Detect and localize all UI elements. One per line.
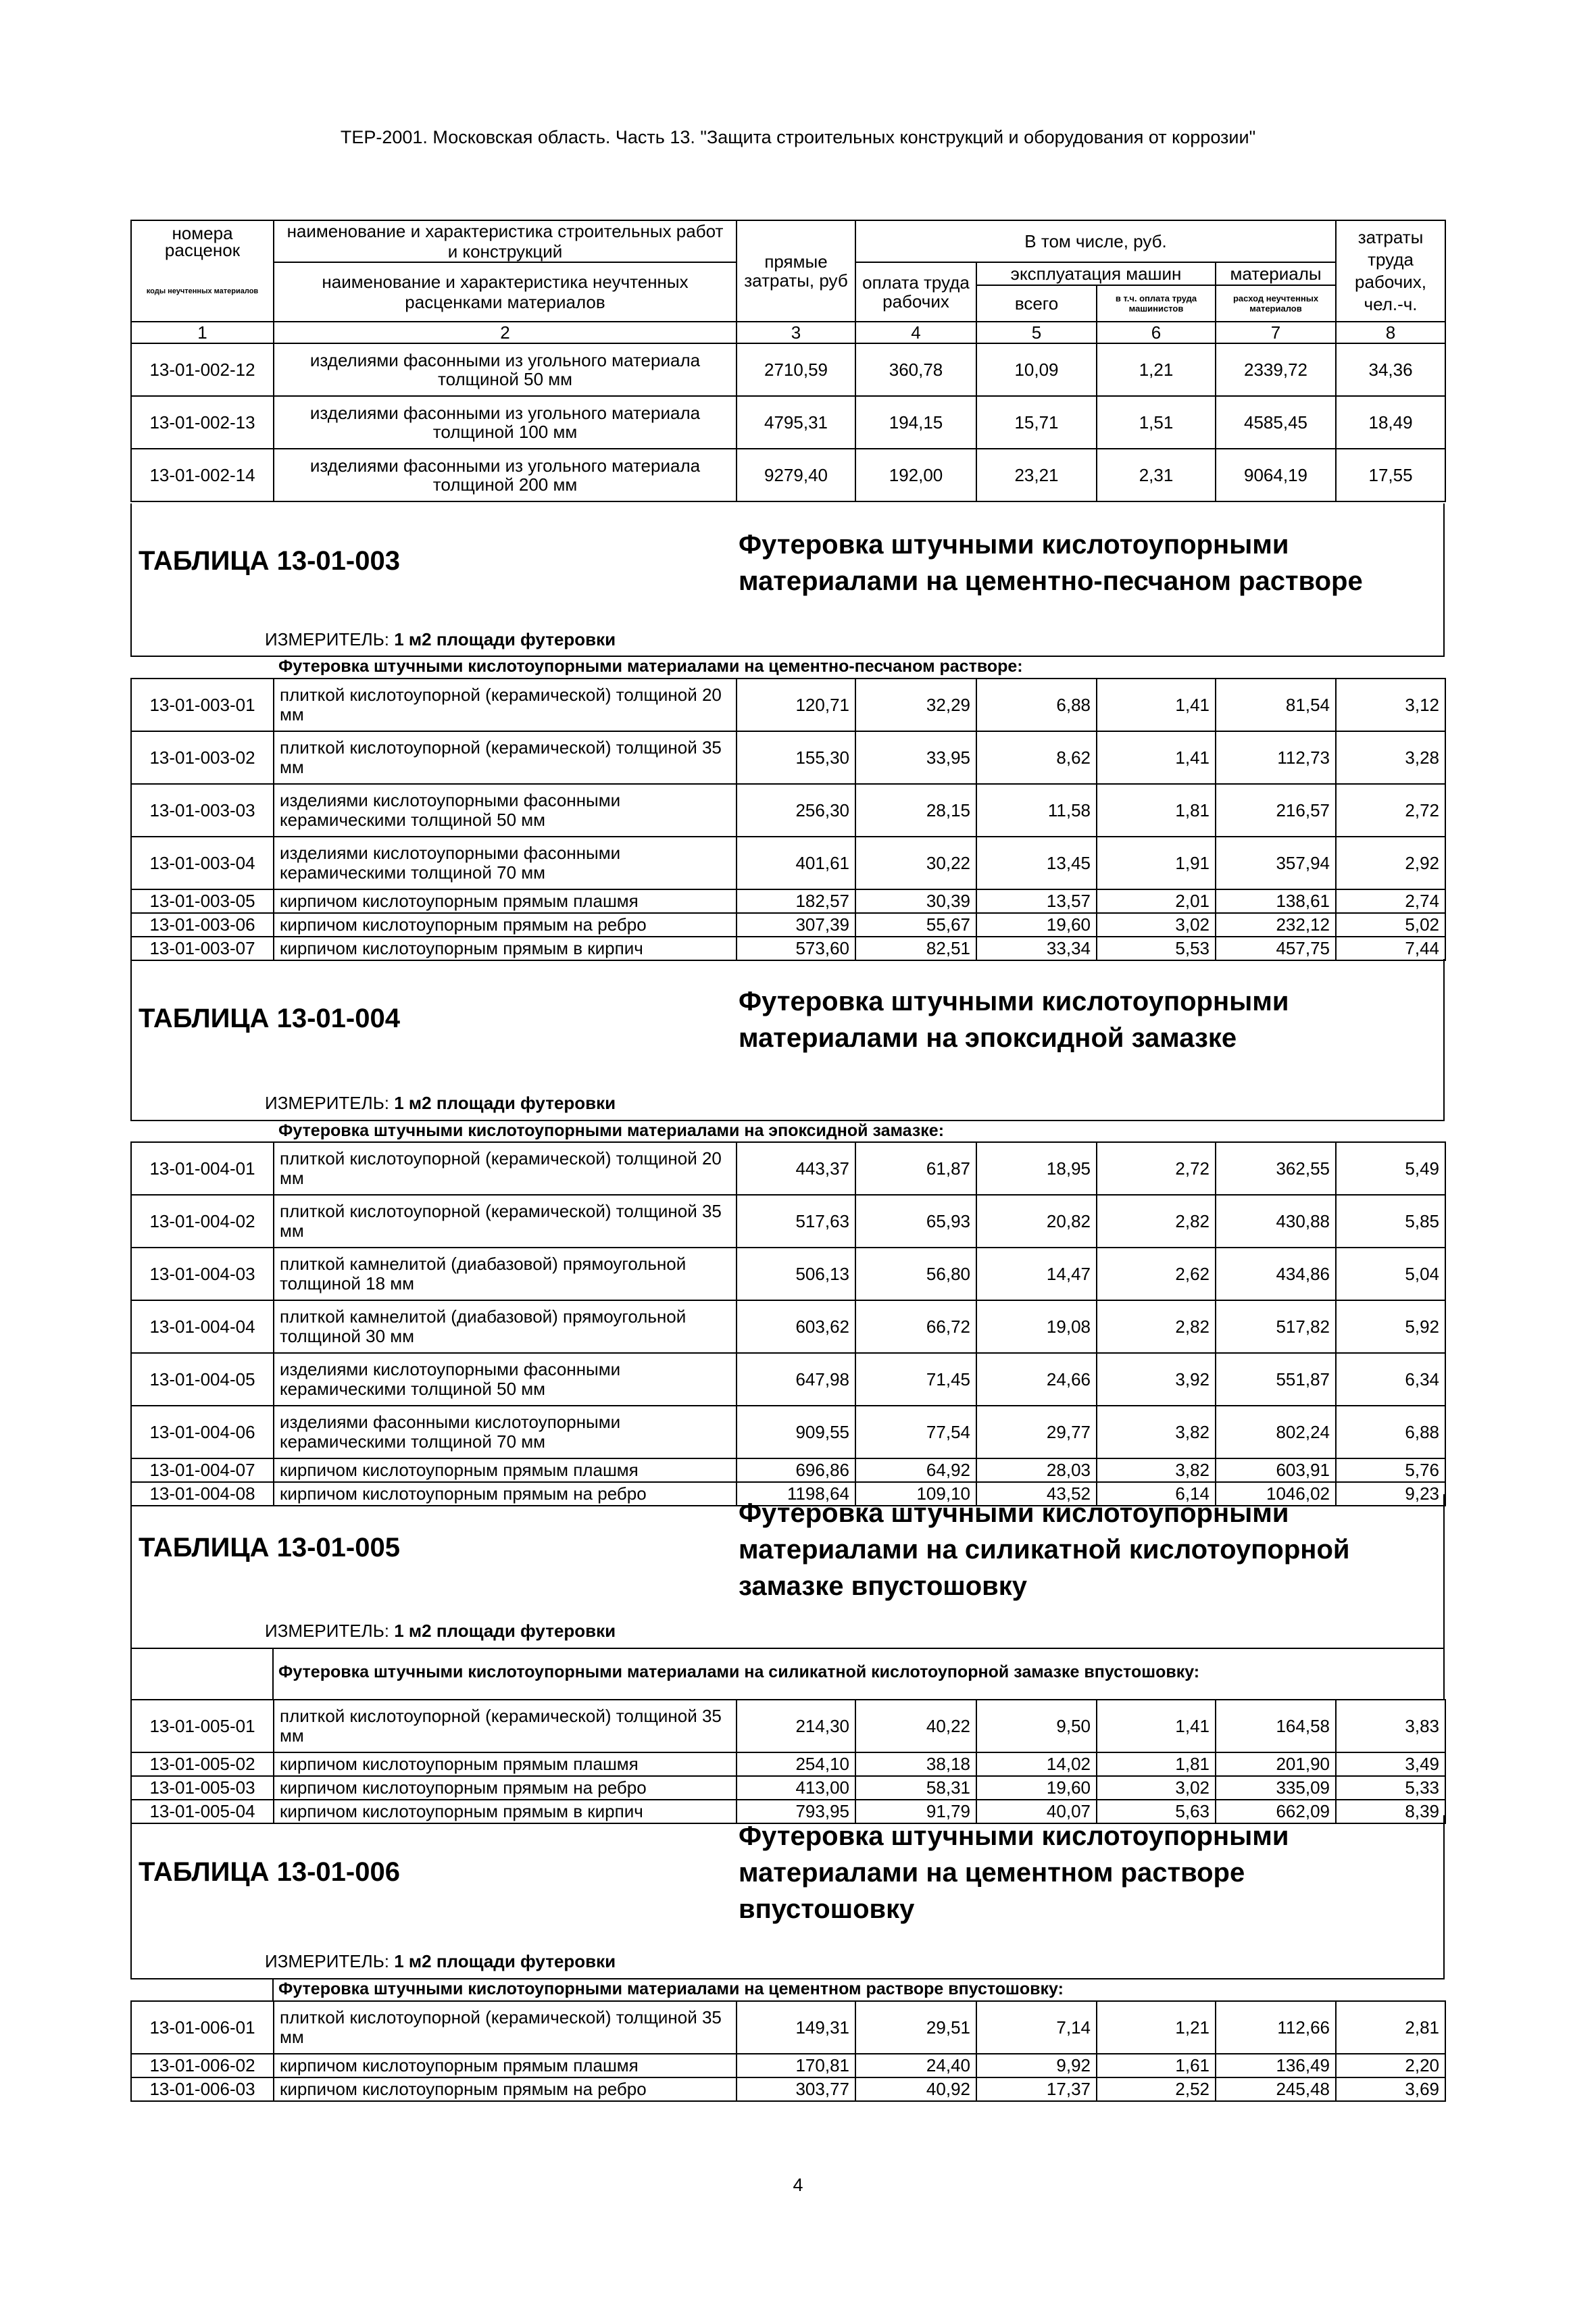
direct-cost: 254,10 [737, 1752, 855, 1776]
labor-hours: 2,72 [1336, 784, 1445, 837]
rate-code: 13-01-002-12 [131, 343, 274, 396]
measure-line: ИЗМЕРИТЕЛЬ: 1 м2 площади футеровки [265, 1093, 616, 1113]
table-row [131, 889, 1445, 913]
direct-cost: 1198,64 [737, 1482, 855, 1506]
direct-cost: 120,71 [737, 679, 855, 731]
col-labor-pay: оплата труда рабочих [855, 262, 976, 322]
labor-pay: 61,87 [855, 1142, 976, 1195]
labor-hours: 18,49 [1336, 396, 1445, 449]
group-heading: Футеровка штучными кислотоупорными материалами на силикатной кислотоупорной замазке впустошовку: [278, 1663, 1200, 1681]
col-index: 1 [131, 322, 274, 343]
rate-code: 13-01-004-08 [131, 1482, 274, 1506]
labor-hours: 5,33 [1336, 1776, 1445, 1800]
labor-hours: 7,44 [1336, 937, 1445, 960]
direct-cost: 413,00 [737, 1776, 855, 1800]
col-machines-total: всего [976, 285, 1097, 322]
col-index: 3 [737, 322, 855, 343]
table-row [131, 837, 1445, 889]
table-row [131, 731, 1445, 784]
direct-cost: 307,39 [737, 913, 855, 937]
rate-description: кирпичом кислотоупорным прямым на ребро [274, 913, 737, 937]
machines-total: 9,50 [976, 1700, 1097, 1752]
labor-pay: 32,29 [855, 679, 976, 731]
materials-cost: 112,73 [1216, 731, 1336, 784]
table-row [131, 1752, 1445, 1776]
table-caption: Футеровка штучными кислотоупорными материалами на цементном растворе впустошовку [739, 1821, 1289, 1924]
machines-total: 13,57 [976, 889, 1097, 913]
labor-hours: 5,04 [1336, 1248, 1445, 1300]
materials-cost: 603,91 [1216, 1458, 1336, 1482]
rate-description: изделиями фасонными из угольного материала толщиной 200 мм [274, 449, 737, 501]
page-number: 4 [793, 2175, 803, 2195]
machinist-pay: 2,62 [1097, 1248, 1216, 1300]
labor-hours: 5,92 [1336, 1300, 1445, 1353]
col-code-top: номера расценок [131, 220, 274, 262]
rate-description: изделиями кислотоупорными фасонными керамическими толщиной 50 мм [274, 1353, 737, 1406]
table-row [131, 1406, 1445, 1458]
machinist-pay: 5,63 [1097, 1800, 1216, 1823]
table-row [131, 1700, 1445, 1752]
machines-total: 19,08 [976, 1300, 1097, 1353]
labor-hours: 17,55 [1336, 449, 1445, 501]
machines-total: 43,52 [976, 1482, 1097, 1506]
table-row [131, 1776, 1445, 1800]
direct-cost: 793,95 [737, 1800, 855, 1823]
labor-pay: 29,51 [855, 2001, 976, 2054]
divider [130, 1648, 1445, 1649]
labor-hours: 3,83 [1336, 1700, 1445, 1752]
materials-cost: 1046,02 [1216, 1482, 1336, 1506]
materials-cost: 662,09 [1216, 1800, 1336, 1823]
rate-description: плиткой кислотоупорной (керамической) толщиной 35 мм [274, 731, 737, 784]
direct-cost: 647,98 [737, 1353, 855, 1406]
col-index: 8 [1336, 322, 1445, 343]
labor-hours: 3,12 [1336, 679, 1445, 731]
materials-cost: 164,58 [1216, 1700, 1336, 1752]
rate-code: 13-01-004-03 [131, 1248, 274, 1300]
direct-cost: 256,30 [737, 784, 855, 837]
rate-code: 13-01-005-02 [131, 1752, 274, 1776]
table-row [131, 449, 1445, 501]
machines-total: 7,14 [976, 2001, 1097, 2054]
divider [272, 1978, 274, 2001]
rate-code: 13-01-003-01 [131, 679, 274, 731]
table-row [131, 396, 1445, 449]
labor-hours: 5,85 [1336, 1195, 1445, 1248]
direct-cost: 214,30 [737, 1700, 855, 1752]
machinist-pay: 1,21 [1097, 2001, 1216, 2054]
materials-cost: 9064,19 [1216, 449, 1336, 501]
table-caption: Футеровка штучными кислотоупорными материалами на эпоксидной замазке [739, 987, 1289, 1053]
labor-pay: 56,80 [855, 1248, 976, 1300]
machinist-pay: 2,31 [1097, 449, 1216, 501]
rate-code: 13-01-004-05 [131, 1353, 274, 1406]
labor-pay: 192,00 [855, 449, 976, 501]
materials-cost: 201,90 [1216, 1752, 1336, 1776]
table-row [131, 2001, 1445, 2054]
rate-description: изделиями кислотоупорными фасонными керамическими толщиной 50 мм [274, 784, 737, 837]
machines-total: 29,77 [976, 1406, 1097, 1458]
table-row [131, 1248, 1445, 1300]
machinist-pay: 1,61 [1097, 2054, 1216, 2077]
materials-cost: 517,82 [1216, 1300, 1336, 1353]
machines-total: 19,60 [976, 1776, 1097, 1800]
table-title: ТАБЛИЦА 13-01-003 [139, 546, 400, 576]
labor-pay: 38,18 [855, 1752, 976, 1776]
labor-hours: 6,34 [1336, 1353, 1445, 1406]
table-row [131, 1300, 1445, 1353]
labor-pay: 40,22 [855, 1700, 976, 1752]
rate-description: кирпичом кислотоупорным прямым плашмя [274, 2054, 737, 2077]
materials-cost: 362,55 [1216, 1142, 1336, 1195]
materials-cost: 802,24 [1216, 1406, 1336, 1458]
rate-code: 13-01-003-05 [131, 889, 274, 913]
rate-table [130, 678, 1446, 961]
rate-description: плиткой кислотоупорной (керамической) толщиной 35 мм [274, 1195, 737, 1248]
measure-line: ИЗМЕРИТЕЛЬ: 1 м2 площади футеровки [265, 629, 616, 649]
labor-pay: 55,67 [855, 913, 976, 937]
machinist-pay: 3,02 [1097, 913, 1216, 937]
group-heading: Футеровка штучными кислотоупорными материалами на цементном растворе впустошовку: [278, 1979, 1064, 1998]
labor-pay: 28,15 [855, 784, 976, 837]
col-labor-cost: затраты труда рабочих, чел.-ч. [1336, 220, 1445, 322]
labor-hours: 6,88 [1336, 1406, 1445, 1458]
table-row [131, 2077, 1445, 2101]
labor-pay: 24,40 [855, 2054, 976, 2077]
rate-description: кирпичом кислотоупорным прямым плашмя [274, 1752, 737, 1776]
machinist-pay: 2,72 [1097, 1142, 1216, 1195]
machines-total: 14,02 [976, 1752, 1097, 1776]
labor-hours: 5,76 [1336, 1458, 1445, 1482]
rate-description: кирпичом кислотоупорным прямым в кирпич [274, 937, 737, 960]
rate-description: плиткой кислотоупорной (керамической) толщиной 35 мм [274, 1700, 737, 1752]
machines-total: 40,07 [976, 1800, 1097, 1823]
machines-total: 9,92 [976, 2054, 1097, 2077]
machinist-pay: 2,01 [1097, 889, 1216, 913]
machinist-pay: 1,51 [1097, 396, 1216, 449]
rate-description: кирпичом кислотоупорным прямым плашмя [274, 889, 737, 913]
machinist-pay: 1,41 [1097, 1700, 1216, 1752]
labor-pay: 91,79 [855, 1800, 976, 1823]
rate-description: изделиями кислотоупорными фасонными керамическими толщиной 70 мм [274, 837, 737, 889]
table-row [131, 937, 1445, 960]
rate-description: кирпичом кислотоупорным прямым плашмя [274, 1458, 737, 1482]
labor-pay: 65,93 [855, 1195, 976, 1248]
labor-hours: 34,36 [1336, 343, 1445, 396]
table-caption: Футеровка штучными кислотоупорными материалами на силикатной кислотоупорной замазке впустошовку [739, 1498, 1350, 1601]
col-machines: эксплуатация машин [976, 262, 1216, 285]
materials-cost: 216,57 [1216, 784, 1336, 837]
labor-pay: 82,51 [855, 937, 976, 960]
materials-cost: 136,49 [1216, 2054, 1336, 2077]
direct-cost: 182,57 [737, 889, 855, 913]
group-heading: Футеровка штучными кислотоупорными материалами на цементно-песчаном растворе: [278, 657, 1023, 676]
measure-line: ИЗМЕРИТЕЛЬ: 1 м2 площади футеровки [265, 1951, 616, 1971]
direct-cost: 9279,40 [737, 449, 855, 501]
machines-total: 8,62 [976, 731, 1097, 784]
col-materials-unacc: расход неучтенных материалов [1216, 285, 1336, 322]
labor-pay: 30,22 [855, 837, 976, 889]
machinist-pay: 3,82 [1097, 1458, 1216, 1482]
rate-code: 13-01-005-03 [131, 1776, 274, 1800]
rate-code: 13-01-003-03 [131, 784, 274, 837]
rate-code: 13-01-004-04 [131, 1300, 274, 1353]
direct-cost: 170,81 [737, 2054, 855, 2077]
labor-pay: 64,92 [855, 1458, 976, 1482]
table-row [131, 784, 1445, 837]
table-row [131, 1142, 1445, 1195]
col-name-top: наименование и характеристика строительных работ и конструкций [274, 220, 737, 262]
machinist-pay: 6,14 [1097, 1482, 1216, 1506]
rate-description: изделиями фасонными кислотоупорными керамическими толщиной 70 мм [274, 1406, 737, 1458]
machinist-pay: 1,41 [1097, 731, 1216, 784]
rate-description: кирпичом кислотоупорным прямым в кирпич [274, 1800, 737, 1823]
rate-description: плиткой кислотоупорной (керамической) толщиной 35 мм [274, 2001, 737, 2054]
col-including: В том числе, руб. [855, 220, 1336, 262]
labor-pay: 360,78 [855, 343, 976, 396]
materials-cost: 357,94 [1216, 837, 1336, 889]
direct-cost: 2710,59 [737, 343, 855, 396]
machinist-pay: 3,02 [1097, 1776, 1216, 1800]
labor-pay: 71,45 [855, 1353, 976, 1406]
machinist-pay: 2,82 [1097, 1300, 1216, 1353]
machinist-pay: 1,41 [1097, 679, 1216, 731]
rate-code: 13-01-002-14 [131, 449, 274, 501]
direct-cost: 303,77 [737, 2077, 855, 2101]
direct-cost: 696,86 [737, 1458, 855, 1482]
col-index: 2 [274, 322, 737, 343]
labor-hours: 3,69 [1336, 2077, 1445, 2101]
rate-description: плиткой камнелитой (диабазовой) прямоугольной толщиной 18 мм [274, 1248, 737, 1300]
machines-total: 23,21 [976, 449, 1097, 501]
direct-cost: 4795,31 [737, 396, 855, 449]
rate-table [130, 2000, 1446, 2102]
rate-description: кирпичом кислотоупорным прямым на ребро [274, 1776, 737, 1800]
divider [272, 1648, 274, 1699]
table-row [131, 1458, 1445, 1482]
direct-cost: 573,60 [737, 937, 855, 960]
col-code-bottom: коды неучтенных материалов [131, 262, 274, 322]
rate-table [130, 1699, 1446, 1824]
rate-description: кирпичом кислотоупорным прямым на ребро [274, 1482, 737, 1506]
materials-cost: 335,09 [1216, 1776, 1336, 1800]
materials-cost: 232,12 [1216, 913, 1336, 937]
machinist-pay: 1,21 [1097, 343, 1216, 396]
materials-cost: 4585,45 [1216, 396, 1336, 449]
labor-hours: 9,23 [1336, 1482, 1445, 1506]
labor-hours: 2,74 [1336, 889, 1445, 913]
machines-total: 24,66 [976, 1353, 1097, 1406]
col-direct: прямые затраты, руб [737, 220, 855, 322]
labor-pay: 40,92 [855, 2077, 976, 2101]
rate-code: 13-01-004-06 [131, 1406, 274, 1458]
direct-cost: 155,30 [737, 731, 855, 784]
materials-cost: 245,48 [1216, 2077, 1336, 2101]
machines-total: 13,45 [976, 837, 1097, 889]
labor-hours: 5,49 [1336, 1142, 1445, 1195]
rate-code: 13-01-003-02 [131, 731, 274, 784]
rate-description: плиткой кислотоупорной (керамической) толщиной 20 мм [274, 1142, 737, 1195]
machinist-pay: 5,53 [1097, 937, 1216, 960]
rate-code: 13-01-006-03 [131, 2077, 274, 2101]
direct-cost: 149,31 [737, 2001, 855, 2054]
materials-cost: 457,75 [1216, 937, 1336, 960]
machinist-pay: 1,81 [1097, 1752, 1216, 1776]
direct-cost: 517,63 [737, 1195, 855, 1248]
rate-code: 13-01-004-01 [131, 1142, 274, 1195]
table-row [131, 2054, 1445, 2077]
materials-cost: 551,87 [1216, 1353, 1336, 1406]
labor-pay: 30,39 [855, 889, 976, 913]
direct-cost: 401,61 [737, 837, 855, 889]
labor-pay: 33,95 [855, 731, 976, 784]
labor-hours: 5,02 [1336, 913, 1445, 937]
materials-cost: 430,88 [1216, 1195, 1336, 1248]
machines-total: 33,34 [976, 937, 1097, 960]
machines-total: 14,47 [976, 1248, 1097, 1300]
materials-cost: 81,54 [1216, 679, 1336, 731]
col-index: 7 [1216, 322, 1336, 343]
table-caption: Футеровка штучными кислотоупорными материалами на цементно-песчаном растворе [739, 530, 1363, 596]
machines-total: 18,95 [976, 1142, 1097, 1195]
machinist-pay: 2,52 [1097, 2077, 1216, 2101]
rate-code: 13-01-005-04 [131, 1800, 274, 1823]
col-index: 6 [1097, 322, 1216, 343]
machines-total: 15,71 [976, 396, 1097, 449]
rate-description: изделиями фасонными из угольного материала толщиной 50 мм [274, 343, 737, 396]
col-materials: материалы [1216, 262, 1336, 285]
rate-code: 13-01-006-02 [131, 2054, 274, 2077]
machinist-pay: 1,81 [1097, 784, 1216, 837]
labor-hours: 2,92 [1336, 837, 1445, 889]
rate-code: 13-01-002-13 [131, 396, 274, 449]
table-title: ТАБЛИЦА 13-01-006 [139, 1857, 400, 1887]
machines-total: 11,58 [976, 784, 1097, 837]
rate-code: 13-01-004-02 [131, 1195, 274, 1248]
machinist-pay: 3,92 [1097, 1353, 1216, 1406]
materials-cost: 2339,72 [1216, 343, 1336, 396]
materials-cost: 112,66 [1216, 2001, 1336, 2054]
table-row [131, 1353, 1445, 1406]
labor-hours: 3,28 [1336, 731, 1445, 784]
rate-description: кирпичом кислотоупорным прямым на ребро [274, 2077, 737, 2101]
labor-hours: 3,49 [1336, 1752, 1445, 1776]
machines-total: 20,82 [976, 1195, 1097, 1248]
rate-code: 13-01-005-01 [131, 1700, 274, 1752]
machines-total: 28,03 [976, 1458, 1097, 1482]
machinist-pay: 1,91 [1097, 837, 1216, 889]
direct-cost: 443,37 [737, 1142, 855, 1195]
machinist-pay: 2,82 [1097, 1195, 1216, 1248]
labor-pay: 77,54 [855, 1406, 976, 1458]
table-title: ТАБЛИЦА 13-01-005 [139, 1533, 400, 1562]
table-row [131, 1195, 1445, 1248]
table-title: ТАБЛИЦА 13-01-004 [139, 1004, 400, 1033]
page-header: ТЕР-2001. Московская область. Часть 13. "Защита строительных конструкций и оборудования от коррозии" [340, 127, 1256, 147]
materials-cost: 138,61 [1216, 889, 1336, 913]
labor-hours: 8,39 [1336, 1800, 1445, 1823]
measure-line: ИЗМЕРИТЕЛЬ: 1 м2 площади футеровки [265, 1621, 616, 1641]
table-row [131, 679, 1445, 731]
machines-total: 10,09 [976, 343, 1097, 396]
labor-pay: 109,10 [855, 1482, 976, 1506]
col-machines-incl: в т.ч. оплата труда машинистов [1097, 285, 1216, 322]
col-index: 4 [855, 322, 976, 343]
machinist-pay: 3,82 [1097, 1406, 1216, 1458]
machines-total: 19,60 [976, 913, 1097, 937]
machines-total: 17,37 [976, 2077, 1097, 2101]
rate-code: 13-01-004-07 [131, 1458, 274, 1482]
labor-hours: 2,81 [1336, 2001, 1445, 2054]
rate-code: 13-01-003-04 [131, 837, 274, 889]
labor-pay: 58,31 [855, 1776, 976, 1800]
labor-pay: 194,15 [855, 396, 976, 449]
table-row [131, 343, 1445, 396]
table-row [131, 913, 1445, 937]
machines-total: 6,88 [976, 679, 1097, 731]
group-heading: Футеровка штучными кислотоупорными материалами на эпоксидной замазке: [278, 1121, 945, 1140]
column-header-table [130, 220, 1446, 502]
rate-code: 13-01-003-07 [131, 937, 274, 960]
direct-cost: 909,55 [737, 1406, 855, 1458]
rate-code: 13-01-006-01 [131, 2001, 274, 2054]
col-name-bottom: наименование и характеристика неучтенных расценками материалов [274, 262, 737, 322]
col-index: 5 [976, 322, 1097, 343]
direct-cost: 603,62 [737, 1300, 855, 1353]
labor-pay: 66,72 [855, 1300, 976, 1353]
rate-description: плиткой кислотоупорной (керамической) толщиной 20 мм [274, 679, 737, 731]
direct-cost: 506,13 [737, 1248, 855, 1300]
labor-hours: 2,20 [1336, 2054, 1445, 2077]
rate-table [130, 1141, 1446, 1506]
rate-description: плиткой камнелитой (диабазовой) прямоугольной толщиной 30 мм [274, 1300, 737, 1353]
rate-code: 13-01-003-06 [131, 913, 274, 937]
materials-cost: 434,86 [1216, 1248, 1336, 1300]
rate-description: изделиями фасонными из угольного материала толщиной 100 мм [274, 396, 737, 449]
